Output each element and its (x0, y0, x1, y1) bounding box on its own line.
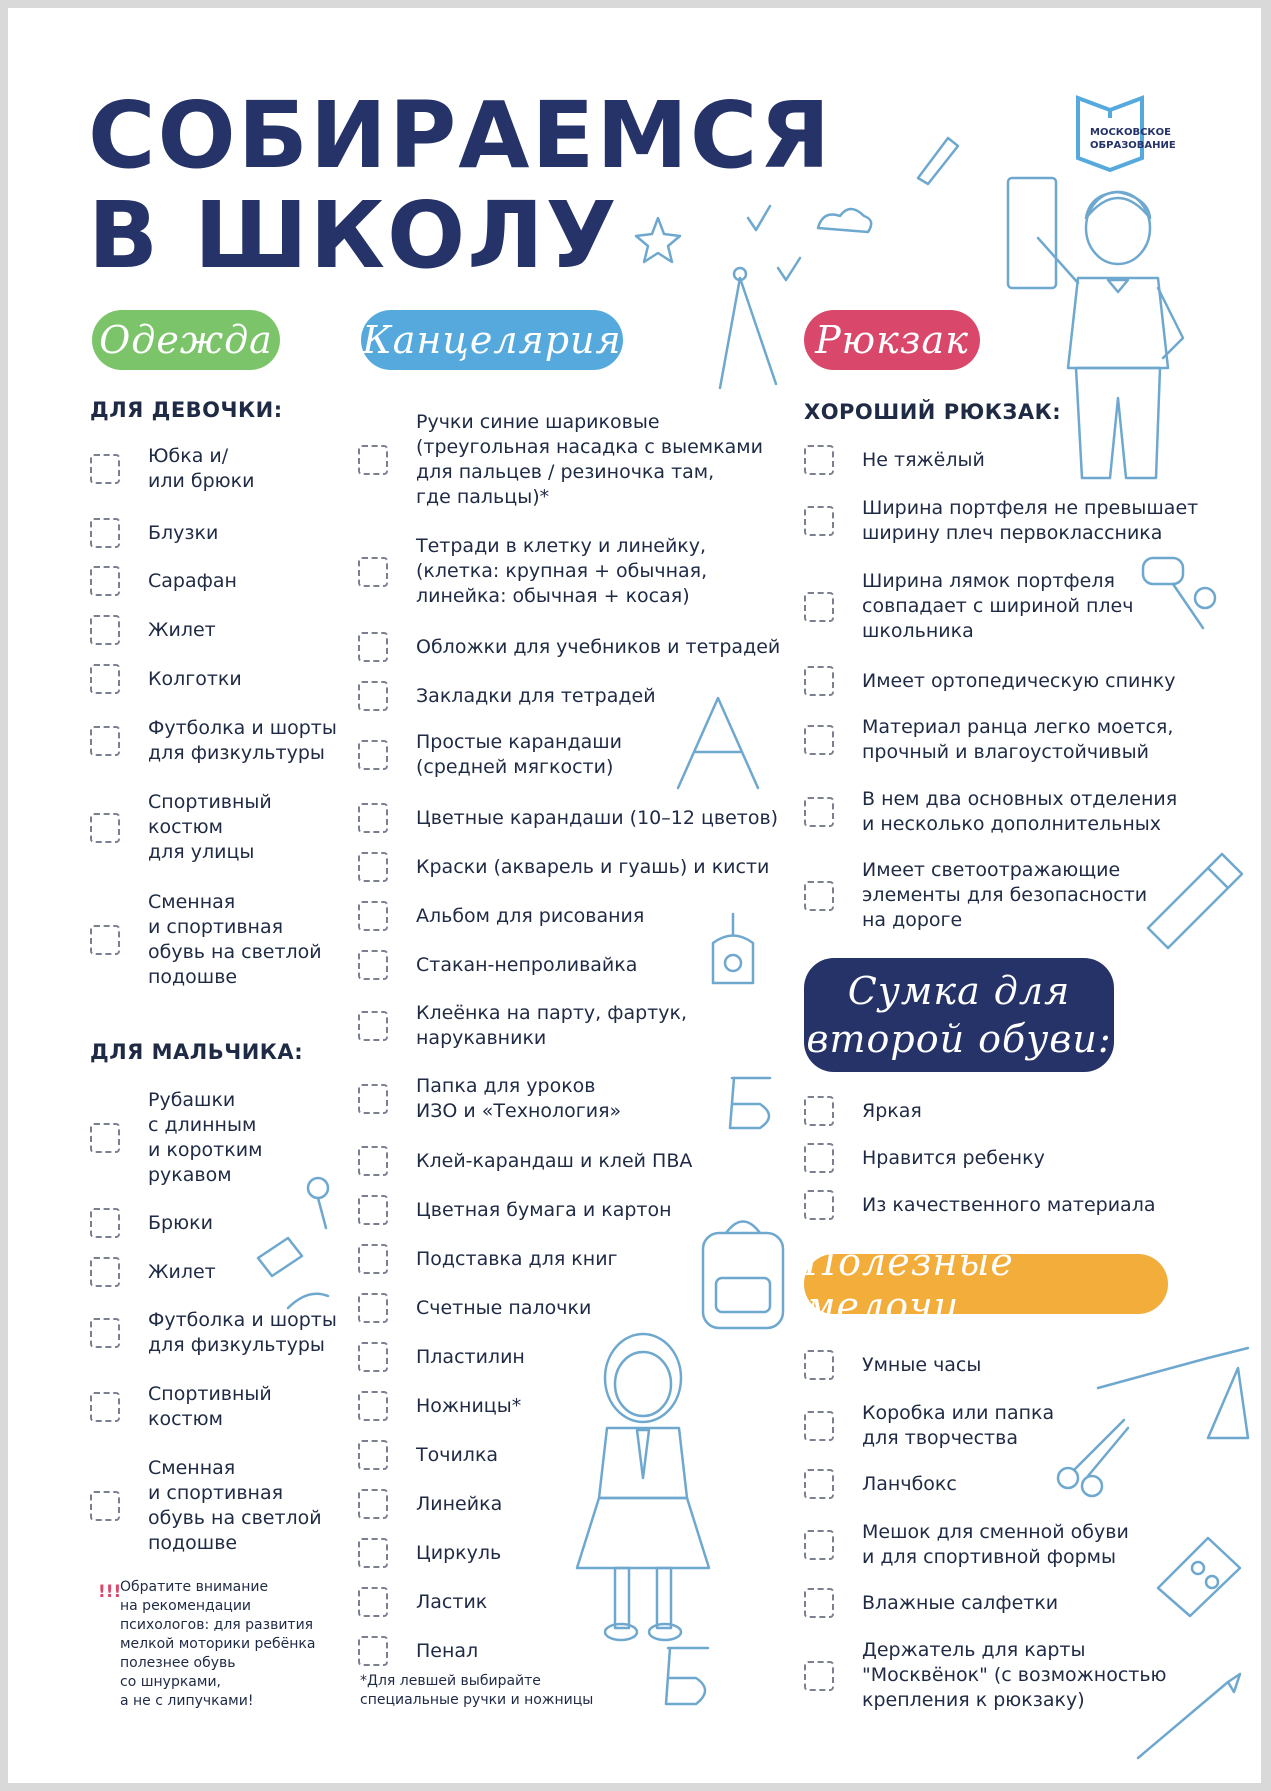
list-item (804, 1520, 1129, 1570)
list-item (358, 410, 763, 510)
list-item (358, 1440, 498, 1470)
item-label: Имеет ортопедическую спинку (862, 669, 1176, 692)
checkbox[interactable] (804, 797, 834, 827)
checkbox[interactable] (804, 592, 834, 622)
item-label: Простые карандаши (средней мягкости) (416, 731, 622, 778)
checkbox[interactable] (804, 725, 834, 755)
checkbox[interactable] (804, 1143, 834, 1173)
item-label: Сменная и спортивная обувь на светлой подошве (148, 891, 322, 988)
list-item (804, 1588, 1058, 1618)
item-label: Пластилин (416, 1345, 525, 1368)
item-label: Ширина портфеля не превышает ширину плеч первоклассника (862, 497, 1199, 544)
poster (8, 8, 1261, 1783)
checkbox[interactable] (358, 1636, 388, 1666)
paint-palette-doodle-icon (1148, 1528, 1248, 1618)
list-item (804, 1401, 1054, 1451)
item-label: Колготки (148, 667, 242, 690)
brush-doodle-icon (1128, 1668, 1248, 1768)
list-item (804, 715, 1173, 765)
checkbox[interactable] (358, 803, 388, 833)
checkbox[interactable] (804, 881, 834, 911)
checkbox[interactable] (804, 1096, 834, 1126)
pin-eraser-doodle-icon (248, 1168, 358, 1318)
checkbox[interactable] (804, 1530, 834, 1560)
list-item (90, 444, 254, 494)
boy-illustration (998, 168, 1198, 488)
list-item (358, 1146, 692, 1176)
item-label: Футболка и шорты для физкультуры (148, 717, 337, 764)
list-item (90, 615, 216, 645)
list-item (358, 1391, 521, 1421)
item-label: Из качественного материала (862, 1193, 1156, 1216)
item-label: Брюки (148, 1211, 213, 1234)
item-label: Материал ранца легко моется, прочный и влагоустойчивый (862, 716, 1174, 763)
list-item (804, 787, 1177, 837)
checkbox[interactable] (358, 950, 388, 980)
title-line-1: СОБИРАЕМСЯ (88, 82, 833, 189)
list-item (358, 852, 769, 882)
boy-heading: ДЛЯ МАЛЬЧИКА: (90, 1040, 304, 1064)
checkbox[interactable] (358, 632, 388, 662)
item-label: Альбом для рисования (416, 904, 645, 927)
list-item (358, 1489, 502, 1519)
shoe-bag-label-line-2: второй обуви: (806, 1017, 1112, 1061)
checkbox[interactable] (90, 518, 120, 548)
item-label: Тетради в клетку и линейку, (клетка: крупная + обычная, линейка: обычная + косая) (416, 535, 708, 607)
list-item (90, 790, 272, 865)
checkbox[interactable] (358, 1342, 388, 1372)
psychologist-note: Обратите внимание на рекомендации психологов: для развития мелкой моторики ребёнка полезнее обувь со шнурками, а не с липучками! (120, 1579, 316, 1709)
item-label: Не тяжёлый (862, 448, 985, 471)
checkbox[interactable] (358, 1011, 388, 1041)
pencil-doodle-icon (908, 128, 968, 188)
checkbox[interactable] (358, 1195, 388, 1225)
checkbox[interactable] (358, 901, 388, 931)
checkbox[interactable] (804, 445, 834, 475)
item-label: Имеет светоотражающие элементы для безопасности на дороге (862, 859, 1148, 931)
glue-doodle-icon (698, 908, 768, 988)
item-label: Сарафан (148, 569, 237, 592)
list-item (358, 1293, 591, 1323)
item-label: Обложки для учебников и тетрадей (416, 635, 781, 658)
checkbox[interactable] (90, 615, 120, 645)
item-label: Рубашки с длинным и коротким рукавом (148, 1089, 263, 1186)
list-item (804, 569, 1133, 644)
item-label: Подставка для книг (416, 1247, 618, 1270)
list-item (804, 1096, 922, 1126)
list-item (358, 901, 644, 931)
checkbox[interactable] (804, 1661, 834, 1691)
keys-doodle-icon (1133, 548, 1233, 648)
list-item (358, 1074, 621, 1124)
item-label: Влажные салфетки (862, 1591, 1059, 1614)
item-label: Нравится ребенку (862, 1146, 1045, 1169)
checkbox[interactable] (358, 1084, 388, 1114)
section-stationery-label: Канцелярия (361, 310, 623, 370)
item-label: Циркуль (416, 1541, 502, 1564)
letter-b-doodle-icon (720, 1068, 790, 1138)
list-item (90, 716, 337, 766)
section-backpack-label: Рюкзак (804, 310, 980, 370)
list-item (358, 1195, 672, 1225)
item-label: Коробка или папка для творчества (862, 1402, 1055, 1449)
checkbox[interactable] (358, 1244, 388, 1274)
item-label: Юбка и/ или брюки (148, 445, 255, 492)
letter-a-doodle-icon (668, 688, 768, 798)
list-item (90, 1257, 216, 1287)
list-item (804, 1350, 981, 1380)
list-item (90, 1382, 272, 1432)
shoe-bag-label-line-1: Сумка для (847, 969, 1071, 1013)
section-useful-label: Полезные мелочи (804, 1254, 1168, 1314)
item-label: Клей-карандаш и клей ПВА (416, 1149, 693, 1172)
checkbox[interactable] (90, 1392, 120, 1422)
checkbox[interactable] (358, 681, 388, 711)
item-label: Футболка и шорты для физкультуры (148, 1309, 337, 1356)
item-label: Жилет (148, 1260, 216, 1283)
item-label: Краски (акварель и гуашь) и кисти (416, 855, 770, 878)
list-item (358, 681, 656, 711)
item-label: Спортивный костюм (148, 1383, 272, 1430)
list-item (804, 1469, 957, 1499)
checkbox[interactable] (358, 1391, 388, 1421)
checkbox[interactable] (90, 566, 120, 596)
list-item (90, 1088, 262, 1188)
item-label: Счетные палочки (416, 1296, 592, 1319)
list-item (90, 664, 242, 694)
section-clothes-label: Одежда (92, 310, 280, 370)
item-label: Держатель для карты "Москвёнок" (с возможностью крепления к рюкзаку) (862, 1639, 1167, 1711)
list-item (358, 1244, 618, 1274)
checkbox[interactable] (358, 852, 388, 882)
list-item (804, 1143, 1045, 1173)
checkbox[interactable] (358, 1489, 388, 1519)
checkbox[interactable] (804, 506, 834, 536)
checkbox[interactable] (358, 1293, 388, 1323)
item-label: Ножницы* (416, 1394, 522, 1417)
checkbox[interactable] (804, 666, 834, 696)
scissors-doodle-icon (1048, 1408, 1138, 1498)
list-item (804, 1190, 1155, 1220)
item-label: Ланчбокс (862, 1472, 957, 1495)
item-label: Яркая (862, 1099, 922, 1122)
list-item (804, 445, 985, 475)
item-label: Клеёнка на парту, фартук, нарукавники (416, 1002, 687, 1049)
checkbox[interactable] (90, 1257, 120, 1287)
checkbox[interactable] (358, 557, 388, 587)
list-item (358, 534, 707, 609)
list-item (358, 1538, 501, 1568)
doodles-top-icon (628, 198, 878, 398)
checkbox[interactable] (358, 740, 388, 770)
backpack-heading: ХОРОШИЙ РЮКЗАК: (804, 400, 1062, 424)
item-label: Жилет (148, 618, 216, 641)
list-item (358, 1342, 525, 1372)
checkbox[interactable] (804, 1190, 834, 1220)
list-item (804, 666, 1175, 696)
item-label: Ширина лямок портфеля совпадает с шириной плеч школьника (862, 570, 1134, 642)
item-label: Ручки синие шариковые (треугольная насадка с выемками для пальцев / резиночка там, где пальцы)* (416, 411, 763, 508)
checkbox[interactable] (358, 1538, 388, 1568)
logo-line-1: МОСКОВСКОЕ (1090, 127, 1171, 138)
list-item (358, 730, 622, 780)
checkbox[interactable] (358, 1146, 388, 1176)
checkbox[interactable] (90, 1491, 120, 1521)
checkbox[interactable] (804, 1588, 834, 1618)
item-label: Закладки для тетрадей (416, 684, 656, 707)
checkbox[interactable] (90, 1208, 120, 1238)
list-item (804, 1638, 1167, 1713)
list-item (90, 518, 218, 548)
item-label: Линейка (416, 1492, 503, 1515)
checkbox[interactable] (90, 454, 120, 484)
item-label: Цветная бумага и картон (416, 1198, 672, 1221)
checkbox[interactable] (804, 1411, 834, 1441)
item-label: Папка для уроков ИЗО и «Технология» (416, 1075, 622, 1122)
list-item (358, 632, 780, 662)
list-item (358, 950, 637, 980)
list-item (90, 890, 322, 990)
item-label: Точилка (416, 1443, 499, 1466)
list-item (90, 566, 237, 596)
list-item (358, 803, 778, 833)
item-label: Спортивный костюм для улицы (148, 791, 272, 863)
list-item (804, 858, 1147, 933)
checkbox[interactable] (90, 1123, 120, 1153)
checkbox[interactable] (804, 1469, 834, 1499)
checkbox[interactable] (358, 1440, 388, 1470)
item-label: Умные часы (862, 1353, 982, 1376)
girl-heading: ДЛЯ ДЕВОЧКИ: (90, 398, 283, 422)
checkbox[interactable] (90, 925, 120, 955)
paint-tube-doodle-icon (1138, 848, 1248, 958)
item-label: Цветные карандаши (10–12 цветов) (416, 806, 779, 829)
list-item (358, 1636, 478, 1666)
section-shoe-bag-label (804, 958, 1114, 1072)
list-item (358, 1001, 687, 1051)
title-line-2: В ШКОЛУ (88, 182, 619, 289)
item-label: Блузки (148, 521, 219, 544)
list-item (358, 1587, 487, 1617)
list-item (804, 496, 1198, 546)
girl-illustration (563, 1318, 723, 1648)
list-item (90, 1456, 322, 1556)
item-label: Сменная и спортивная обувь на светлой подошве (148, 1457, 322, 1554)
item-label: Ластик (416, 1590, 488, 1613)
checkbox[interactable] (90, 813, 120, 843)
warning-mark: !!! (98, 1582, 122, 1602)
logo-text (1090, 126, 1176, 152)
item-label: Стакан-непроливайка (416, 953, 638, 976)
item-label: В нем два основных отделения и несколько дополнительных (862, 788, 1178, 835)
logo-line-2: ОБРАЗОВАНИЕ (1090, 140, 1176, 151)
item-label: Пенал (416, 1639, 479, 1662)
checkbox[interactable] (90, 726, 120, 756)
checkbox[interactable] (358, 1587, 388, 1617)
lefty-footnote: *Для левшей выбирайте специальные ручки и ножницы (360, 1673, 594, 1708)
checkbox[interactable] (804, 1350, 834, 1380)
checkbox[interactable] (358, 445, 388, 475)
list-item (90, 1208, 213, 1238)
checkbox[interactable] (90, 1318, 120, 1348)
item-label: Мешок для сменной обуви и для спортивной формы (862, 1521, 1129, 1568)
checkbox[interactable] (90, 664, 120, 694)
